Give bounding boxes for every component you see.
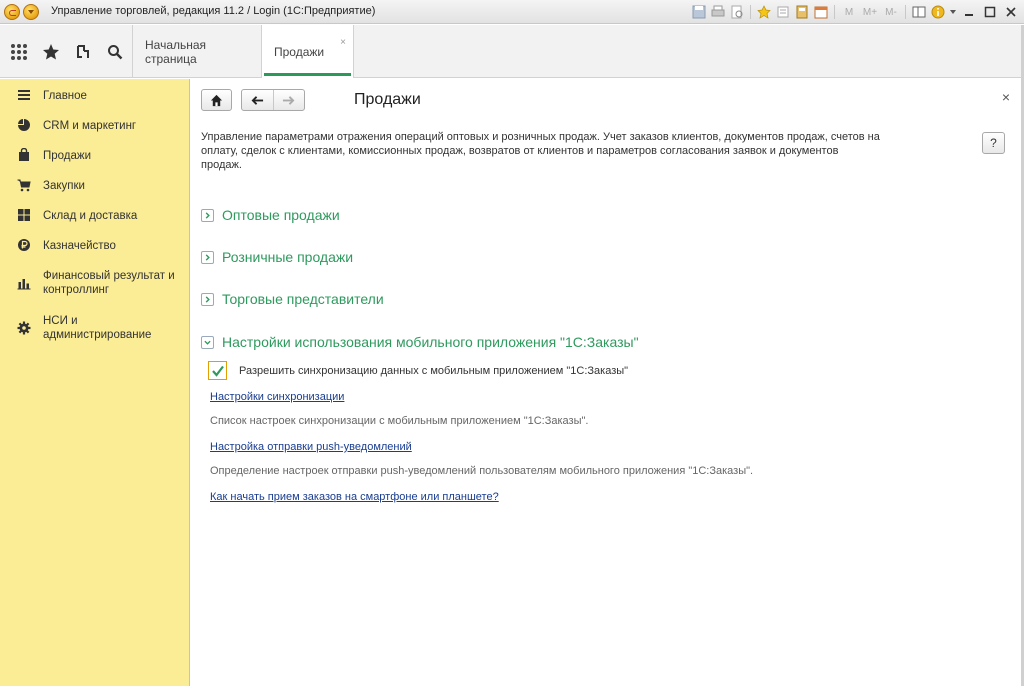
save-icon[interactable] bbox=[691, 4, 707, 20]
page-title: Продажи bbox=[354, 91, 421, 108]
group-sales-reps[interactable] bbox=[201, 289, 384, 309]
chevron-right-icon bbox=[201, 209, 214, 222]
history-clock-icon[interactable] bbox=[72, 41, 94, 63]
sidebar-item-treasury[interactable] bbox=[0, 238, 190, 254]
toolbar-separator bbox=[905, 5, 906, 19]
sidebar-item-label: Склад и доставка bbox=[43, 210, 138, 222]
title-toolbar bbox=[691, 3, 1020, 21]
arrow-left-icon bbox=[251, 94, 264, 107]
maximize-button[interactable] bbox=[981, 4, 999, 20]
info-menu-chevron-icon[interactable] bbox=[949, 4, 957, 20]
sidebar-item-main[interactable] bbox=[0, 88, 190, 104]
chevron-right-icon bbox=[201, 251, 214, 264]
sidebar-item-label: НСИ и администрирование bbox=[43, 315, 152, 341]
memory-plus-button[interactable]: M+ bbox=[862, 6, 878, 18]
memory-button[interactable]: M bbox=[844, 6, 854, 18]
sales-section-panel bbox=[191, 79, 1021, 686]
chevron-right-icon bbox=[201, 293, 214, 306]
tab-sales-label: Продажи bbox=[274, 44, 325, 59]
calendar-icon[interactable] bbox=[813, 4, 829, 20]
tab-home-page[interactable] bbox=[133, 25, 262, 78]
calculator-icon[interactable] bbox=[794, 4, 810, 20]
bag-icon bbox=[17, 148, 31, 162]
sidebar-item-label: CRM и маркетинг bbox=[43, 120, 137, 132]
sidebar-item-sales[interactable] bbox=[0, 148, 190, 164]
group-label: Торговые представители bbox=[222, 291, 384, 307]
pie-chart-icon bbox=[17, 118, 31, 132]
search-icon[interactable] bbox=[104, 41, 126, 63]
sync-checkbox-row bbox=[208, 361, 628, 380]
group-retail[interactable] bbox=[201, 247, 353, 267]
home-icon bbox=[210, 94, 223, 107]
info-icon[interactable] bbox=[930, 4, 946, 20]
close-window-button[interactable] bbox=[1002, 4, 1020, 20]
back-button[interactable] bbox=[242, 90, 273, 110]
sync-settings-note: Список настроек синхронизации с мобильным приложением "1С:Заказы". bbox=[210, 415, 589, 427]
tab-close-icon[interactable]: × bbox=[340, 37, 346, 48]
sync-settings-link[interactable]: Настройки синхронизации bbox=[210, 391, 345, 403]
active-tab-indicator bbox=[264, 73, 351, 76]
group-label: Настройки использования мобильного приложения "1С:Заказы" bbox=[222, 334, 639, 350]
memory-minus-button[interactable]: M- bbox=[885, 6, 897, 18]
toolbar-separator bbox=[750, 5, 751, 19]
section-bar bbox=[0, 25, 1024, 78]
preview-icon[interactable] bbox=[729, 4, 745, 20]
push-settings-link[interactable]: Настройка отправки push-уведомлений bbox=[210, 441, 412, 453]
sidebar-item-warehouse[interactable] bbox=[0, 208, 190, 224]
group-label: Розничные продажи bbox=[222, 249, 354, 265]
group-label: Оптовые продажи bbox=[222, 207, 340, 223]
warehouse-icon bbox=[17, 208, 31, 222]
navigation-buttons bbox=[241, 89, 305, 111]
checkmark-icon bbox=[211, 364, 225, 378]
home-button[interactable] bbox=[201, 89, 232, 111]
sidebar-item-label: Закупки bbox=[43, 180, 85, 192]
group-mobile-app[interactable] bbox=[201, 332, 639, 352]
sync-checkbox[interactable] bbox=[208, 361, 227, 380]
coin-icon bbox=[17, 238, 31, 252]
sidebar-item-financial-result[interactable] bbox=[0, 268, 190, 298]
tab-home-label: Начальная страница bbox=[145, 37, 207, 66]
minimize-button[interactable] bbox=[960, 4, 978, 20]
sidebar-item-label: Финансовый результат и контроллинг bbox=[43, 270, 175, 296]
sidebar-item-label: Продажи bbox=[43, 150, 92, 162]
tab-sales[interactable] bbox=[262, 25, 354, 78]
sidebar-item-label: Казначейство bbox=[43, 240, 116, 252]
favorites-icon[interactable] bbox=[756, 4, 772, 20]
section-description: Управление параметрами отражения операций оптовых и розничных продаж. Учет заказов клиентов, документов продаж, счетов на оплату, сделок с клиентами, комиссионных продаж, возвратов от клиентов и параметров согласования заявок и документов продаж. bbox=[201, 131, 880, 171]
help-button[interactable]: ? bbox=[982, 132, 1005, 154]
panels-icon[interactable] bbox=[911, 4, 927, 20]
sync-checkbox-label[interactable]: Разрешить синхронизацию данных с мобильным приложением "1С:Заказы" bbox=[239, 364, 629, 377]
chevron-down-icon bbox=[201, 336, 214, 349]
title-bar bbox=[0, 0, 1024, 24]
group-wholesale[interactable] bbox=[201, 205, 340, 225]
sidebar-item-label: Главное bbox=[43, 90, 87, 102]
sidebar-item-purchases[interactable] bbox=[0, 178, 190, 194]
toolbar-separator bbox=[834, 5, 835, 19]
section-icons bbox=[0, 25, 133, 78]
push-settings-note: Определение настроек отправки push-уведомлений пользователям мобильного приложения "1С:Заказы". bbox=[210, 465, 754, 477]
menu-lines-icon bbox=[17, 88, 31, 102]
howto-orders-link[interactable]: Как начать прием заказов на смартфоне или планшете? bbox=[210, 491, 499, 503]
app-logo-icon[interactable] bbox=[4, 4, 20, 20]
arrow-right-icon bbox=[282, 94, 295, 107]
sections-sidebar bbox=[0, 79, 190, 686]
sidebar-item-crm[interactable] bbox=[0, 118, 190, 134]
gear-icon bbox=[17, 321, 31, 335]
all-sections-grid-icon[interactable] bbox=[8, 41, 30, 63]
favorites-star-icon[interactable] bbox=[40, 41, 62, 63]
window-title: Управление торговлей, редакция 11.2 / Login (1С:Предприятие) bbox=[51, 5, 376, 17]
sidebar-item-admin[interactable] bbox=[0, 313, 190, 343]
main-menu-icon[interactable] bbox=[23, 4, 39, 20]
history-icon[interactable] bbox=[775, 4, 791, 20]
forward-button[interactable] bbox=[273, 90, 305, 110]
close-panel-button[interactable]: × bbox=[1001, 89, 1010, 105]
cart-icon bbox=[17, 178, 31, 192]
print-icon[interactable] bbox=[710, 4, 726, 20]
bar-chart-icon bbox=[17, 276, 31, 290]
